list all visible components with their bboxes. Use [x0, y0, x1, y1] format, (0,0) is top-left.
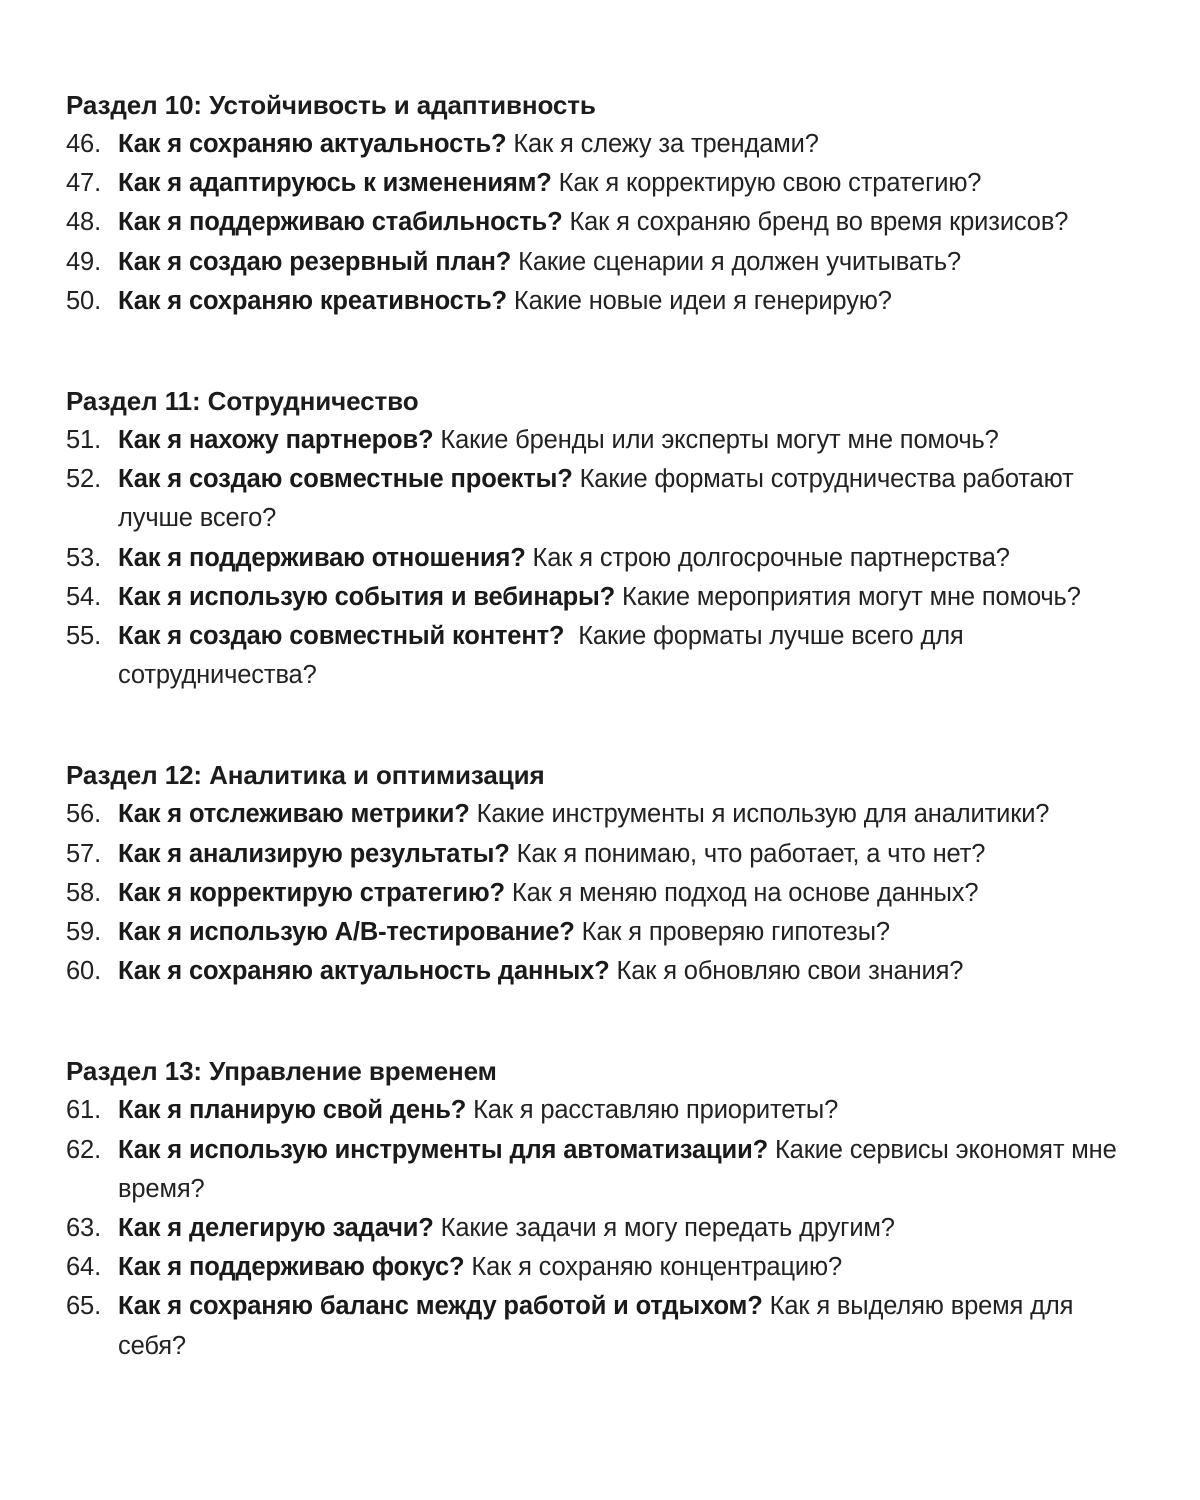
- item-question: Как я сохраняю креативность?: [118, 286, 507, 315]
- item-subquestion: Как я сохраняю бренд во время кризисов?: [562, 208, 1069, 237]
- item-question: Как я использую A/B-тестирование?: [118, 918, 575, 947]
- list-item: [66, 164, 1140, 203]
- item-question: Как я поддерживаю стабильность?: [118, 208, 563, 237]
- section-11: [66, 382, 1140, 695]
- item-question: Как я сохраняю актуальность данных?: [118, 957, 610, 986]
- item-subquestion: Как я понимаю, что работает, а что нет?: [509, 839, 986, 868]
- item-number: 54.: [66, 582, 101, 611]
- section-12: [66, 756, 1140, 991]
- item-question: Как я адаптируюсь к изменениям?: [118, 169, 552, 198]
- list-item: [66, 1287, 1140, 1365]
- item-number: 64.: [66, 1253, 101, 1282]
- list-item: [66, 1131, 1140, 1209]
- item-subquestion: Как я обновляю свои знания?: [609, 957, 964, 986]
- item-question: Как я делегирую задачи?: [118, 1214, 434, 1243]
- item-question: Как я поддерживаю фокус?: [118, 1253, 465, 1282]
- question-list: [66, 795, 1140, 991]
- list-item: [66, 282, 1140, 321]
- item-subquestion: Какие сервисы экономят мне время?: [118, 1135, 1117, 1203]
- item-question: Как я отслеживаю метрики?: [118, 800, 470, 829]
- item-number: 46.: [66, 130, 101, 158]
- item-subquestion: Как я проверяю гипотезы?: [574, 918, 890, 947]
- question-list: [66, 125, 1140, 321]
- item-number: 58.: [66, 878, 101, 907]
- item-question: Как я планирую свой день?: [118, 1096, 467, 1125]
- item-question: Как я корректирую стратегию?: [118, 878, 505, 907]
- item-subquestion: Какие задачи я могу передать другим?: [433, 1214, 895, 1243]
- list-item: [66, 1248, 1140, 1287]
- list-item: [66, 874, 1140, 913]
- item-subquestion: Как я выделяю время для себя?: [118, 1292, 1074, 1360]
- section-title: Раздел 11: Сотрудничество: [66, 386, 419, 417]
- section-10: [66, 86, 1140, 321]
- item-number: 48.: [66, 208, 101, 237]
- item-number: 56.: [66, 800, 101, 829]
- item-number: 49.: [66, 247, 101, 276]
- section-title: Раздел 13: Управление временем: [66, 1056, 497, 1087]
- item-number: 47.: [66, 169, 101, 198]
- item-subquestion: Какие новые идеи я генерирую?: [506, 286, 892, 315]
- list-item: [66, 539, 1140, 578]
- item-number: 51.: [66, 426, 101, 455]
- item-subquestion: Как я строю долгосрочные партнерства?: [525, 543, 1010, 572]
- item-subquestion: Какие инструменты я использую для аналитики?: [469, 800, 1050, 829]
- item-number: 60.: [66, 957, 101, 986]
- list-item: [66, 460, 1140, 538]
- item-subquestion: Как я сохраняю концентрацию?: [464, 1253, 843, 1282]
- list-item: [66, 243, 1140, 282]
- item-number: 59.: [66, 918, 101, 947]
- item-number: 63.: [66, 1214, 101, 1243]
- list-item: [66, 1209, 1140, 1248]
- list-item: [66, 421, 1140, 460]
- item-number: 57.: [66, 839, 101, 868]
- list-item: [66, 835, 1140, 874]
- item-number: 62.: [66, 1135, 101, 1164]
- list-item: [66, 578, 1140, 617]
- item-question: Как я создаю резервный план?: [118, 247, 512, 276]
- item-subquestion: Как я меняю подход на основе данных?: [504, 878, 979, 907]
- section-title: Раздел 10: Устойчивость и адаптивность: [66, 90, 596, 120]
- list-item: [66, 1091, 1140, 1130]
- item-question: Как я поддерживаю отношения?: [118, 543, 526, 572]
- item-question: Как я использую инструменты для автоматизации?: [118, 1135, 769, 1164]
- item-subquestion: Как я слежу за трендами?: [506, 130, 819, 158]
- item-question: Как я анализирую результаты?: [118, 839, 510, 868]
- item-subquestion: Как я корректирую свою стратегию?: [551, 169, 982, 198]
- list-item: [66, 952, 1140, 991]
- list-item: [66, 203, 1140, 242]
- item-question: Как я сохраняю баланс между работой и отдыхом?: [118, 1292, 763, 1321]
- item-question: Как я создаю совместный контент?: [118, 622, 565, 651]
- question-list: [66, 1091, 1140, 1365]
- item-subquestion: Какие форматы сотрудничества работают лучше всего?: [118, 465, 1074, 533]
- item-question: Как я создаю совместные проекты?: [118, 465, 573, 494]
- list-item: [66, 795, 1140, 834]
- list-item: [66, 913, 1140, 952]
- item-number: 55.: [66, 622, 101, 651]
- list-item: [66, 125, 1140, 164]
- item-question: Как я нахожу партнеров?: [118, 426, 434, 455]
- item-number: 65.: [66, 1292, 101, 1321]
- list-item: [66, 617, 1140, 695]
- item-question: Как я сохраняю актуальность?: [118, 130, 507, 158]
- item-number: 61.: [66, 1096, 101, 1125]
- item-number: 53.: [66, 543, 101, 572]
- section-13: [66, 1052, 1140, 1365]
- item-question: Как я использую события и вебинары?: [118, 582, 616, 611]
- item-subquestion: Какие мероприятия могут мне помочь?: [615, 582, 1081, 611]
- item-subquestion: Какие бренды или эксперты могут мне помочь?: [433, 426, 999, 455]
- item-number: 50.: [66, 286, 101, 315]
- question-list: [66, 421, 1140, 695]
- item-number: 52.: [66, 465, 101, 494]
- item-subquestion: Как я расставляю приоритеты?: [466, 1096, 839, 1125]
- item-subquestion: Какие сценарии я должен учитывать?: [511, 247, 962, 276]
- section-title: Раздел 12: Аналитика и оптимизация: [66, 760, 545, 791]
- item-subquestion: Какие форматы лучше всего для сотрудничества?: [118, 622, 971, 690]
